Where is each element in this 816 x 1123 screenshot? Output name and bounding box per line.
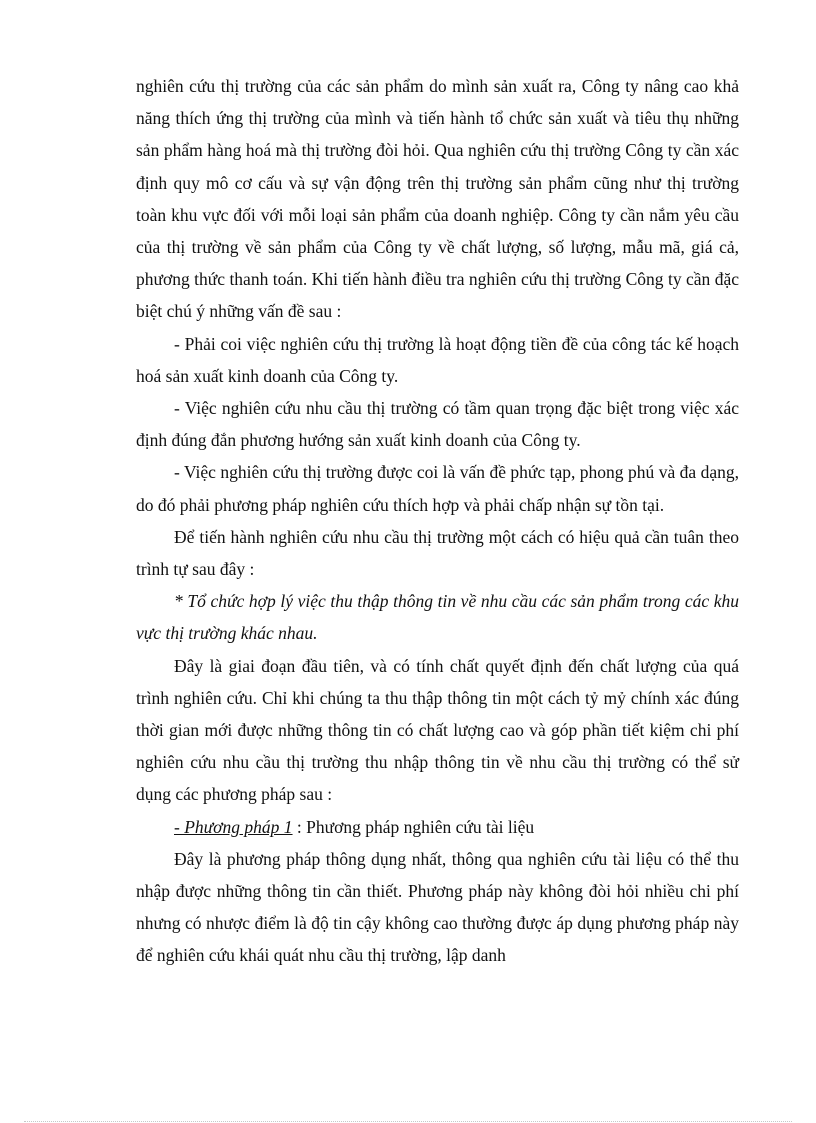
method-label: - Phương pháp 1 xyxy=(174,816,293,837)
paragraph-1: nghiên cứu thị trường của các sản phẩm do mình sản xuất ra, Công ty nâng cao khả năng thích ứng thị trường của mình và tiến hành tổ chức sản xuất và tiêu thụ những sản phẩm hàng hoá mà thị trường đòi hỏi. Qua nghiên cứu thị trường Công ty cần xác định quy mô cơ cấu và sự vận động trên thị trường sản phẩm cũng như thị trường toàn khu vực đối với mỗi loại sản phẩm của doanh nghiệp. Công ty cần nắm yêu cầu của thị trường về sản phẩm của Công ty về chất lượng, số lượng, mẫu mã, giá cả, phương thức thanh toán. Khi tiến hành điều tra nghiên cứu thị trường Công ty cần đặc biệt chú ý những vấn đề sau : xyxy=(136,76,739,322)
document-body xyxy=(136,70,739,972)
paragraph-stage-one: Đây là giai đoạn đầu tiên, và có tính chất quyết định đến chất lượng của quá trình nghiên cứu. Chỉ khi chúng ta thu thập thông tin một cách tỷ mỷ chính xác đúng thời gian mới được những thông tin có chất lượng cao và góp phần tiết kiệm chi phí nghiên cứu nhu cầu thị trường thu nhập thông tin về nhu cầu thị trường có thể sử dụng các phương pháp sau : xyxy=(136,655,739,805)
bullet-paragraph-2: - Việc nghiên cứu nhu cầu thị trường có tầm quan trọng đặc biệt trong việc xác định đúng đắn phương hướng sản xuất kinh doanh của Công ty. xyxy=(136,398,739,451)
footer-divider xyxy=(24,1121,792,1122)
method-heading xyxy=(136,811,739,843)
method-title: : Phương pháp nghiên cứu tài liệu xyxy=(292,816,535,837)
bullet-paragraph-3: - Việc nghiên cứu thị trường được coi là vấn đề phức tạp, phong phú và đa dạng, do đó phải phương pháp nghiên cứu thích hợp và phải chấp nhận sự tồn tại. xyxy=(136,462,739,515)
paragraph-procedure-intro: Để tiến hành nghiên cứu nhu cầu thị trường một cách có hiệu quả cần tuân theo trình tự sau đây : xyxy=(136,526,739,580)
paragraph-method-description: Đây là phương pháp thông dụng nhất, thông qua nghiên cứu tài liệu có thể thu nhập được những thông tin cần thiết. Phương pháp này không đòi hỏi nhiều chi phí nhưng có nhược điểm là độ tin cậy không cao thường được áp dụng phương pháp này để nghiên cứu khái quát nhu cầu thị trường, lập danh xyxy=(136,848,739,966)
step-heading-italic: * Tổ chức hợp lý việc thu thập thông tin về nhu cầu các sản phẩm trong các khu vực thị trường khác nhau. xyxy=(136,591,739,644)
bullet-paragraph-1: - Phải coi việc nghiên cứu thị trường là hoạt động tiền đề của công tác kế hoạch hoá sản xuất kinh doanh của Công ty. xyxy=(136,333,739,386)
